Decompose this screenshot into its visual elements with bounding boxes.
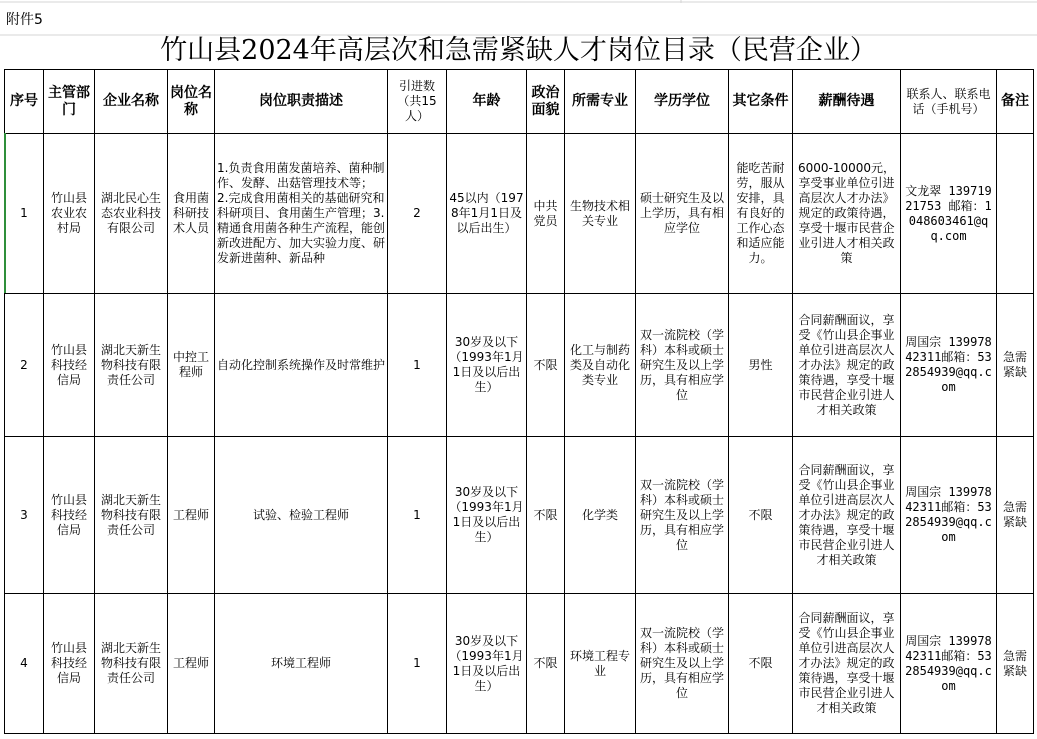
header-salary[interactable]: 薪酬待遇 [793,70,901,134]
cell-remarks[interactable]: 急需紧缺 [997,437,1034,594]
cell-dept[interactable]: 竹山县农业农村局 [44,134,95,294]
cell-duties[interactable]: 自动化控制系统操作及时常维护 [215,294,388,437]
cell-age[interactable]: 30岁及以下（1993年1月1日及以后出生） [447,294,527,437]
header-duties[interactable]: 岗位职责描述 [215,70,388,134]
cell-dept[interactable]: 竹山县科技经信局 [44,437,95,594]
header-other[interactable]: 其它条件 [729,70,793,134]
cell-company[interactable]: 湖北天新生物科技有限责任公司 [95,294,168,437]
cell-duties[interactable]: 试验、检验工程师 [215,437,388,594]
cell-political[interactable]: 不限 [527,437,565,594]
cell-contact[interactable]: 周国宗 13997842311邮箱：532854939@qq.com [901,294,997,437]
cell-contact[interactable]: 周国宗 13997842311邮箱：532854939@qq.com [901,437,997,594]
selected-row-indicator [4,133,6,293]
cell-company[interactable]: 湖北民心生态农业科技有限公司 [95,134,168,294]
header-seq[interactable]: 序号 [5,70,44,134]
cell-seq[interactable]: 3 [5,437,44,594]
header-position[interactable]: 岗位名称 [168,70,215,134]
top-gridlines [0,0,1037,36]
header-remarks[interactable]: 备注 [997,70,1034,134]
cell-major[interactable]: 环境工程专业 [565,594,636,734]
cell-education[interactable]: 硕士研究生及以上学历，具有相应学位 [636,134,729,294]
cell-quota[interactable]: 1 [388,594,447,734]
header-age[interactable]: 年龄 [447,70,527,134]
header-quota[interactable]: 引进数（共15人） [388,70,447,134]
cell-political[interactable]: 不限 [527,294,565,437]
table-header-row [5,70,1034,134]
cell-duties[interactable]: 1.负责食用菌发菌培养、菌种制作、发酵、出菇管理技术等； 2.完成食用菌相关的基础研究和科研项目、食用菌生产管理；3.精通食用菌各种生产流程，能创新改进配方、加大实验力度、研发新进菌种、新品种 [215,134,388,294]
header-education[interactable]: 学历学位 [636,70,729,134]
cell-contact[interactable]: 文龙翠 13971921753 邮箱：1048603461@qq.com [901,134,997,294]
cell-seq[interactable]: 4 [5,594,44,734]
cell-age[interactable]: 45以内（1978年1月1日及以后出生） [447,134,527,294]
cell-quota[interactable]: 1 [388,294,447,437]
header-major[interactable]: 所需专业 [565,70,636,134]
header-contact[interactable]: 联系人、联系电话（手机号） [901,70,997,134]
cell-contact[interactable]: 周国宗 13997842311邮箱：532854939@qq.com [901,594,997,734]
cell-position[interactable]: 食用菌科研技术人员 [168,134,215,294]
cell-salary[interactable]: 合同薪酬面议，享受《竹山县企事业单位引进高层次人才办法》规定的政策待遇，享受十堰市民营企业引进人才相关政策 [793,294,901,437]
cell-remarks[interactable] [997,134,1034,294]
cell-position[interactable]: 中控工程师 [168,294,215,437]
page-title[interactable]: 竹山县2024年高层次和急需紧缺人才岗位目录（民营企业） [160,35,877,66]
cell-education[interactable]: 双一流院校（学科）本科或硕士研究生及以上学历，具有相应学位 [636,294,729,437]
cell-major[interactable]: 化工与制药类及自动化类专业 [565,294,636,437]
header-company[interactable]: 企业名称 [95,70,168,134]
cell-salary[interactable]: 合同薪酬面议，享受《竹山县企事业单位引进高层次人才办法》规定的政策待遇，享受十堰市民营企业引进人才相关政策 [793,594,901,734]
cell-education[interactable]: 双一流院校（学科）本科或硕士研究生及以上学历，具有相应学位 [636,594,729,734]
cell-salary[interactable]: 6000-10000元，享受事业单位引进高层次人才办法》规定的政策待遇，享受十堰市民营企业引进人才相关政策 [793,134,901,294]
table-row [5,294,1034,437]
cell-age[interactable]: 30岁及以下（1993年1月1日及以后出生） [447,437,527,594]
cell-position[interactable]: 工程师 [168,594,215,734]
cell-other[interactable]: 不限 [729,437,793,594]
table-row [5,594,1034,734]
cell-major[interactable]: 生物技术相关专业 [565,134,636,294]
cell-position[interactable]: 工程师 [168,437,215,594]
cell-major[interactable]: 化学类 [565,437,636,594]
cell-duties[interactable]: 环境工程师 [215,594,388,734]
cell-other[interactable]: 不限 [729,594,793,734]
table-row [5,437,1034,594]
header-political[interactable]: 政治面貌 [527,70,565,134]
cell-seq[interactable]: 2 [5,294,44,437]
cell-quota[interactable]: 2 [388,134,447,294]
cell-remarks[interactable]: 急需紧缺 [997,294,1034,437]
header-dept[interactable]: 主管部门 [44,70,95,134]
cell-dept[interactable]: 竹山县科技经信局 [44,594,95,734]
cell-political[interactable]: 不限 [527,594,565,734]
cell-company[interactable]: 湖北天新生物科技有限责任公司 [95,437,168,594]
cell-other[interactable]: 男性 [729,294,793,437]
cell-quota[interactable]: 1 [388,437,447,594]
cell-political[interactable]: 中共党员 [527,134,565,294]
table-row [5,134,1034,294]
cell-dept[interactable]: 竹山县科技经信局 [44,294,95,437]
cell-salary[interactable]: 合同薪酬面议，享受《竹山县企事业单位引进高层次人才办法》规定的政策待遇，享受十堰市民营企业引进人才相关政策 [793,437,901,594]
position-catalog-table [4,69,1034,734]
cell-seq[interactable]: 1 [5,134,44,294]
cell-other[interactable]: 能吃苦耐劳，服从安排，具有良好的工作心态和适应能力。 [729,134,793,294]
cell-company[interactable]: 湖北天新生物科技有限责任公司 [95,594,168,734]
attachment-label[interactable]: 附件5 [6,12,43,28]
cell-age[interactable]: 30岁及以下（1993年1月1日及以后出生） [447,594,527,734]
cell-remarks[interactable]: 急需紧缺 [997,594,1034,734]
cell-education[interactable]: 双一流院校（学科）本科或硕士研究生及以上学历，具有相应学位 [636,437,729,594]
